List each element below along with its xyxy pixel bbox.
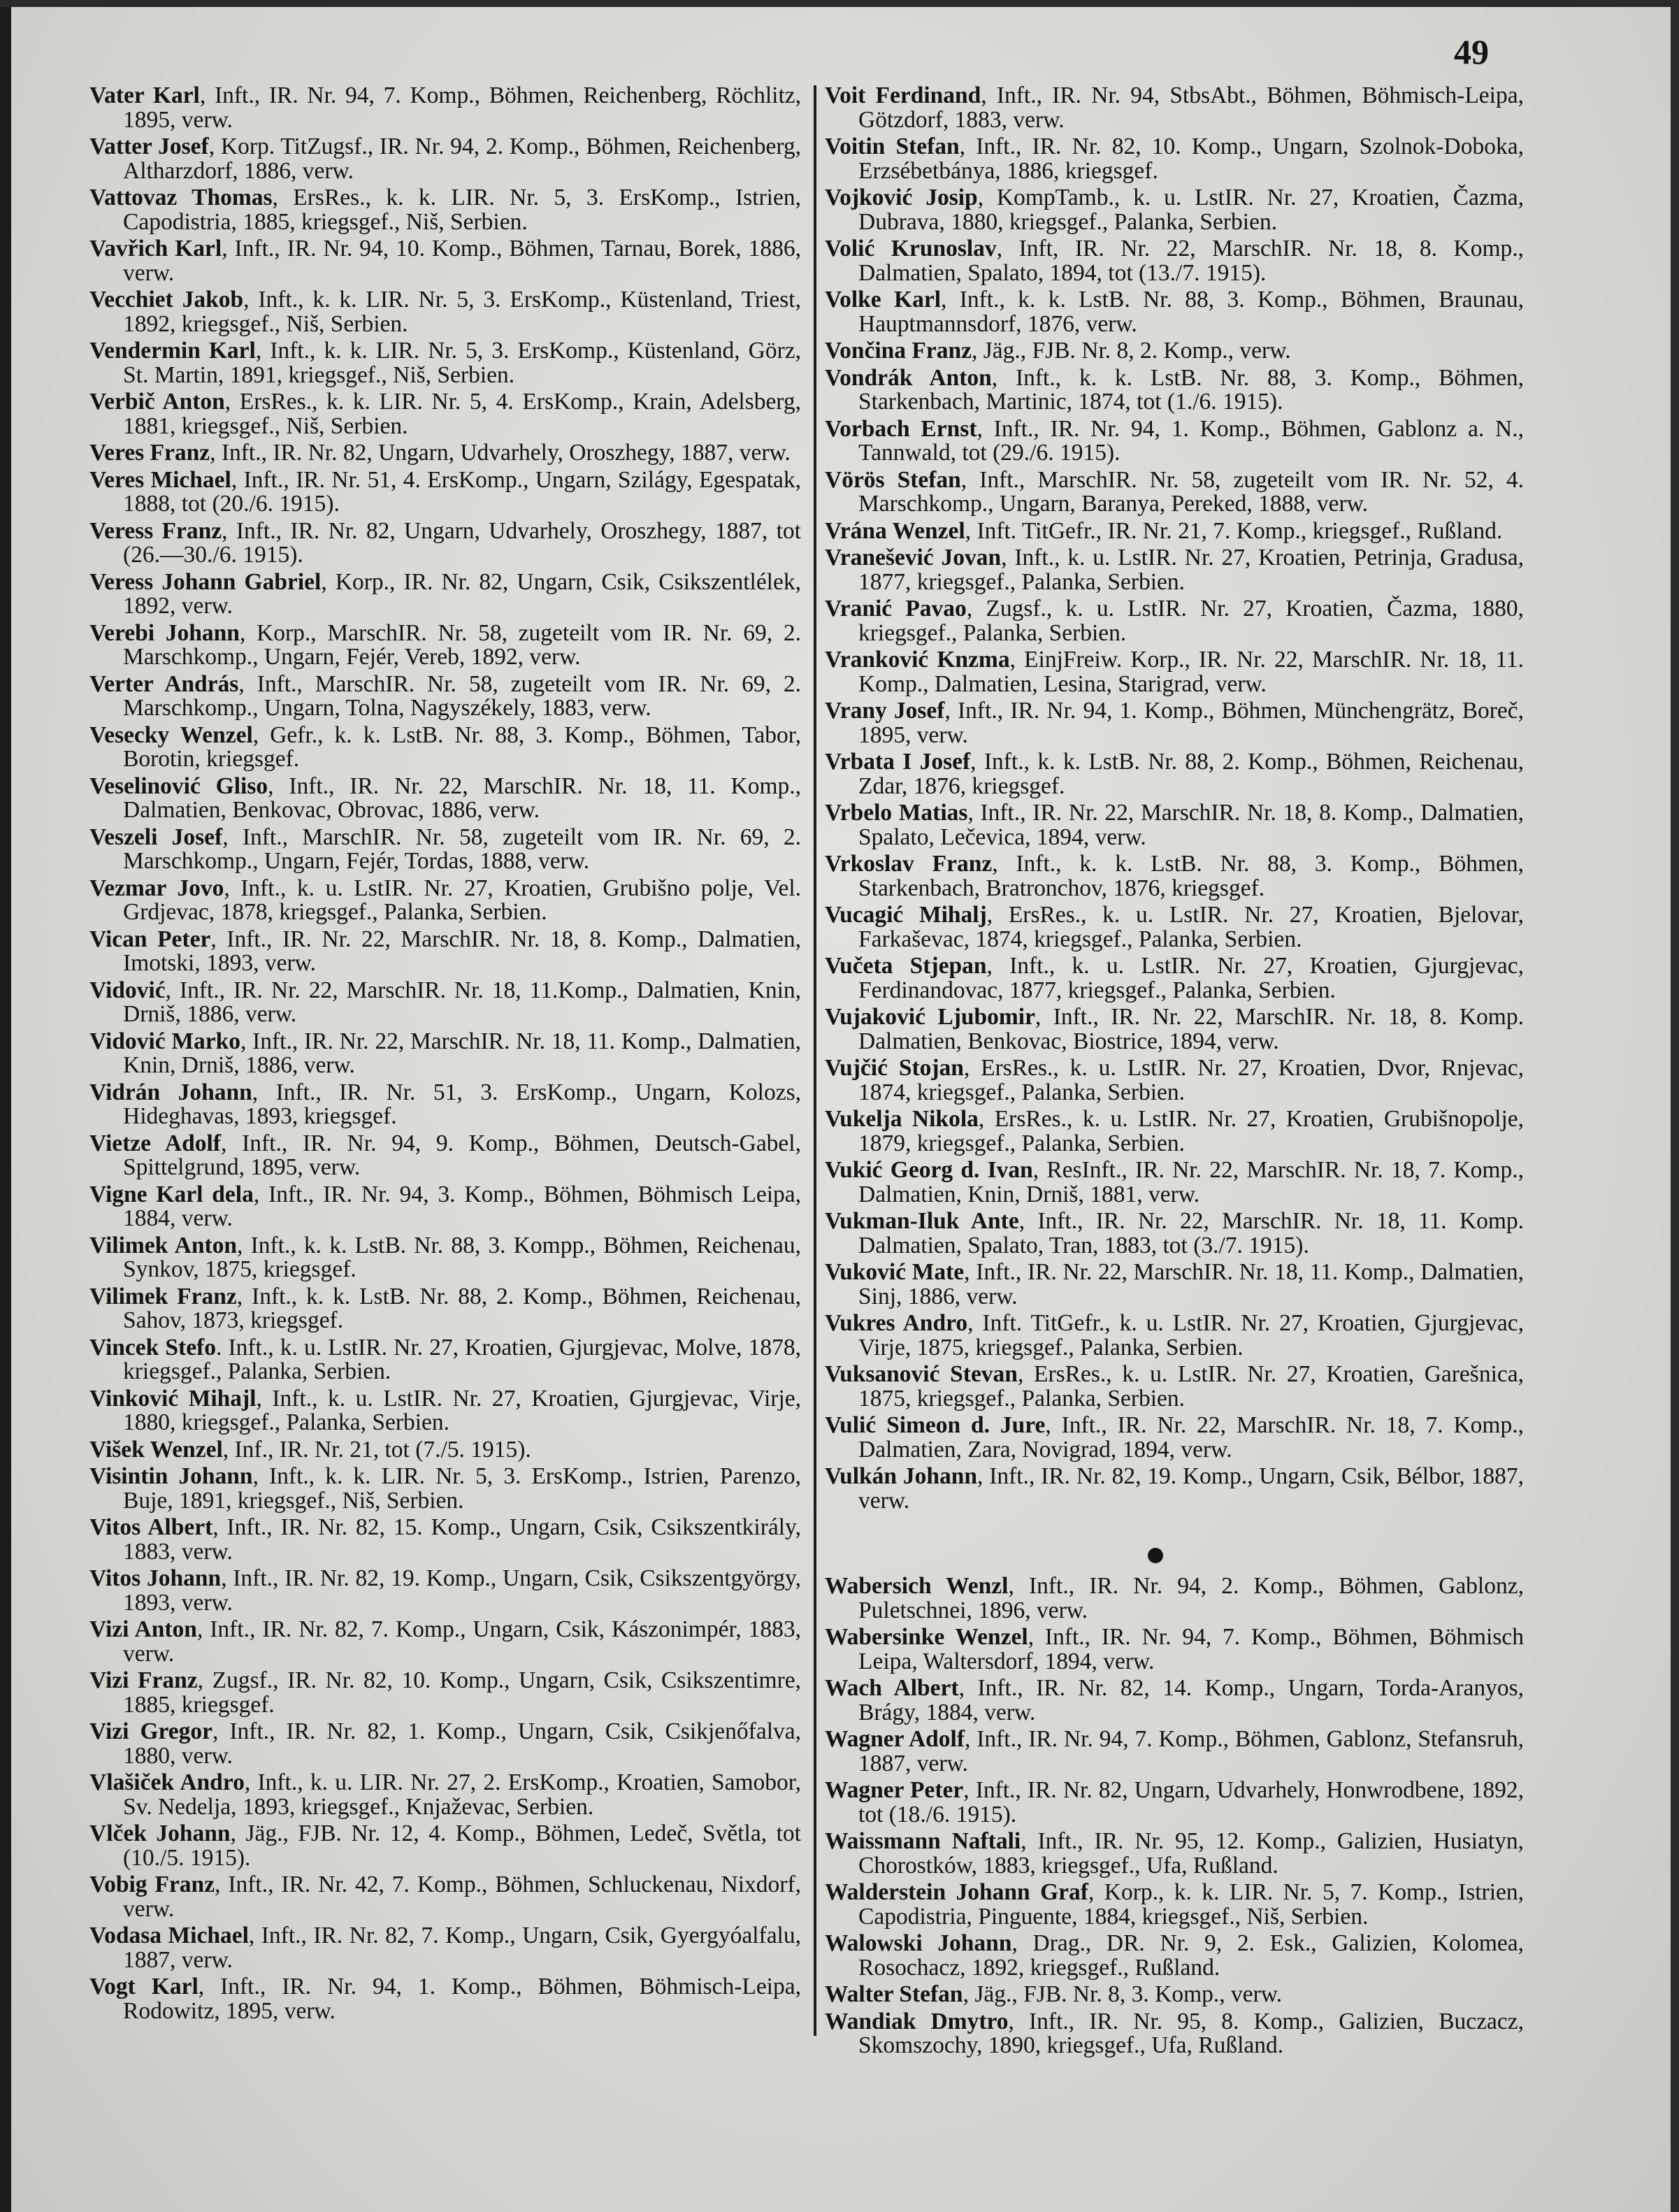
register-entry <box>825 2010 1524 2058</box>
entry-name: Vizi Gregor <box>89 1718 213 1744</box>
entry-name: Vobig Franz <box>89 1872 215 1897</box>
entry-name: Vitos Johann <box>89 1565 222 1591</box>
entry-details: , Inft., IR. Nr. 82, 1. Komp., Ungarn, Csik, Csikjenőfalva, 1880, verw. <box>123 1718 801 1769</box>
entry-name: Vavřich Karl <box>89 236 222 261</box>
entry-details: , Inft, IR. Nr. 22, MarschIR. Nr. 18, 8. Komp., Dalmatien, Spalato, 1894, tot (13./7. 1915). <box>858 236 1525 286</box>
entry-details: , Inft., IR. Nr. 95, 8. Komp., Galizien, Buczacz, Skomszochy, 1890, kriegsgef., Ufa, Rußland. <box>858 2008 1525 2058</box>
entry-details: , Inft., MarschIR. Nr. 58, zugeteilt vom IR. Nr. 69, 2. Marschkomp., Ungarn, Fejér, Tordas, 1888, verw. <box>123 824 802 874</box>
entry-details: , Inft., IR. Nr. 94, 1. Komp., Böhmen, Böhmisch-Leipa, Rodowitz, 1895, verw. <box>123 1974 801 2024</box>
register-entry <box>89 1465 801 1513</box>
entry-name: Vincek Stefo <box>89 1334 216 1360</box>
register-entry <box>825 903 1524 951</box>
entry-name: Vrbata I Josef <box>825 749 971 775</box>
scan-border-right <box>1671 0 1679 2212</box>
entry-name: Vojković Josip <box>825 185 978 210</box>
entry-name: Wandiak Dmytro <box>825 2008 1009 2034</box>
register-entry <box>89 1567 801 1615</box>
entry-name: Wagner Adolf <box>825 1726 965 1752</box>
entry-details: , Inft., IR. Nr. 22, MarschIR. Nr. 18, 7. Komp., Dalmatien, Zara, Novigrad, 1894, verw. <box>858 1412 1524 1463</box>
register-entry <box>825 801 1524 849</box>
entry-name: Vujaković Ljubomir <box>825 1004 1035 1030</box>
register-entry <box>825 1779 1524 1827</box>
register-entry <box>825 954 1524 1003</box>
entry-name: Vrkoslav Franz <box>825 851 993 877</box>
section-gap <box>825 1516 1524 1548</box>
entry-name: Vigne Karl dela <box>89 1181 254 1207</box>
entry-details: , Inft., IR. Nr. 82, 19. Komp., Ungarn, Csik, Csikszentgyörgy, 1893, verw. <box>123 1565 802 1616</box>
entry-details: , Inft., k. u. LstIR. Nr. 27, Kroatien, Grubišno polje, Vel. Grdjevac, 1878, kriegsgef., Palanka, Serbien. <box>123 875 801 925</box>
register-entry <box>89 237 801 285</box>
register-entry <box>89 1183 801 1231</box>
entry-details: , Inft., k. u. LIR. Nr. 27, 2. ErsKomp., Kroatien, Samobor, Sv. Nedelja, 1893, kriegsgef., Knjaževac, Serbien. <box>123 1769 802 1820</box>
entry-details: , ErsRes., k. k. LIR. Nr. 5, 3. ErsKomp., Istrien, Capodistria, 1885, kriegsgef., Niš, Serbien. <box>123 185 801 235</box>
entry-name: Vietze Adolf <box>89 1130 221 1156</box>
entry-details: , EinjFreiw. Korp., IR. Nr. 22, MarschIR. Nr. 18, 11. Komp., Dalmatien, Lesina, Starigrad, verw. <box>858 647 1524 697</box>
register-entry <box>825 237 1524 285</box>
scan-border-left <box>0 0 11 2212</box>
entry-name: Vizi Anton <box>89 1616 197 1642</box>
entry-details: , Inft., IR. Nr. 82, 15. Komp., Ungarn, Csik, Csikszentkirály, 1883, verw. <box>123 1514 801 1565</box>
register-entry <box>825 1107 1524 1156</box>
register-entry <box>89 1771 801 1819</box>
entry-name: Vesecky Wenzel <box>89 721 253 748</box>
entry-details: , Inft., k. u. LstIR. Nr. 27, Kroatien, Gjurgjevac, Ferdinandovac, 1877, kriegsgef., Palanka, Serbien. <box>858 953 1525 1003</box>
register-entry <box>825 339 1524 364</box>
entry-details: , Inft., k. k. LstB. Nr. 88, 3. Komp., Böhmen, Braunau, Hauptmannsdorf, 1876, verw. <box>858 287 1524 337</box>
register-entry <box>89 1822 801 1870</box>
entry-name: Verebi Johann <box>89 619 240 646</box>
entry-details: , Jäg., FJB. Nr. 8, 3. Komp., verw. <box>963 1981 1283 2007</box>
register-entry <box>825 366 1524 415</box>
entry-name: Vörös Stefan <box>825 466 961 493</box>
register-entry <box>89 928 801 976</box>
entry-name: Walderstein Johann Graf <box>825 1879 1088 1905</box>
entry-details: , ErsRes., k. u. LstIR. Nr. 27, Kroatien, Garešnica, 1875, kriegsgef., Palanka, Serbien. <box>858 1361 1524 1412</box>
register-entry <box>89 186 801 234</box>
entry-details: , Inft., IR. Nr. 94, 2. Komp., Böhmen, Gablonz, Puletschnei, 1896, verw. <box>858 1573 1524 1623</box>
entry-name: Vilimek Anton <box>89 1232 237 1258</box>
right-column-v-entries <box>825 84 1524 1513</box>
page-number: 49 <box>1454 32 1489 71</box>
column-divider <box>814 85 816 2036</box>
entry-name: Vidović Marko <box>89 1028 240 1054</box>
entry-name: Vodasa Michael <box>89 1923 249 1948</box>
register-entry <box>825 288 1524 336</box>
entry-details: , Inft., IR. Nr. 82, 19. Komp., Ungarn, Csik, Bélbor, 1887, verw. <box>858 1463 1524 1514</box>
entry-details: , Inft., IR. Nr. 82, Ungarn, Udvarhely, Oroszhegy, 1887, tot (26.—30./6. 1915). <box>123 517 801 568</box>
register-entry <box>89 979 801 1027</box>
entry-details: , Korp., IR. Nr. 82, Ungarn, Csik, Csikszentlélek, 1892, verw. <box>123 568 801 619</box>
entry-details: , Inft., k. u. LstIR. Nr. 27, Kroatien, Petrinja, Gradusa, 1877, kriegsgef., Palanka, Serbien. <box>858 545 1525 595</box>
register-entry <box>89 339 801 387</box>
entry-name: Višek Wenzel <box>89 1436 223 1463</box>
entry-details: , Jäg., FJB. Nr. 12, 4. Komp., Böhmen, Ledeč, Světla, tot (10./5. 1915). <box>123 1820 801 1871</box>
register-entry <box>89 1387 801 1435</box>
register-entry <box>89 1669 801 1717</box>
entry-details: , Jäg., FJB. Nr. 8, 2. Komp., verw. <box>972 338 1291 364</box>
entry-name: Vucagić Mihalj <box>825 902 987 928</box>
entry-details: , Inft., IR. Nr. 94, 7. Komp., Böhmen, Gablonz, Stefansruh, 1887, verw. <box>858 1726 1524 1776</box>
entry-name: Walter Stefan <box>825 1981 963 2007</box>
register-entry <box>89 1924 801 1972</box>
entry-details: , Inft., IR. Nr. 82, Ungarn, Udvarhely, Oroszhegy, 1887, verw. <box>210 440 791 466</box>
entry-details: , Inft., k. k. LIR. Nr. 5, 3. ErsKomp., Istrien, Parenzo, Buje, 1891, kriegsgef., Niš, Serbien. <box>123 1463 801 1514</box>
entry-name: Vogt Karl <box>89 1974 199 1999</box>
entry-name: Veres Franz <box>89 440 210 466</box>
entry-details: , Inft., IR. Nr. 22, MarschIR. Nr. 18, 11. Komp. Dalmatien, Spalato, Tran, 1883, tot (3./7. 1915). <box>858 1208 1525 1258</box>
entry-name: Vranković Knzma <box>825 647 1010 673</box>
entry-name: Vlašiček Andro <box>89 1769 245 1795</box>
register-entry <box>89 826 801 874</box>
register-entry <box>89 570 801 619</box>
entry-details: , Inft., IR. Nr. 94, 10. Komp., Böhmen, Tarnau, Borek, 1886, verw. <box>123 236 802 286</box>
entry-details: , Inft., IR. Nr. 22, MarschIR. Nr. 18, 11. Komp., Dalmatien, Sinj, 1886, verw. <box>858 1259 1525 1309</box>
entry-name: Waissmann Naftali <box>825 1828 1021 1854</box>
entry-details: , Inft. TitGefr., IR. Nr. 21, 7. Komp., kriegsgef., Rußland. <box>965 517 1503 544</box>
register-entry <box>825 1261 1524 1309</box>
entry-name: Vuksanović Stevan <box>825 1361 1018 1387</box>
register-entry <box>89 619 801 670</box>
register-entry <box>825 1158 1524 1207</box>
entry-details: , Inft., IR. Nr. 94, 3. Komp., Böhmen, Böhmisch Leipa, 1884, verw. <box>123 1181 801 1231</box>
register-entry <box>825 1574 1524 1623</box>
entry-name: Vranešević Jovan <box>825 545 1002 570</box>
entry-details: , Inft., IR. Nr. 82, 14. Komp., Ungarn, Torda-Aranyos, Brágy, 1884, verw. <box>858 1675 1524 1725</box>
register-entry <box>825 1005 1524 1054</box>
entry-details: , Inft., IR. Nr. 22, MarschIR. Nr. 18, 11. Komp., Dalmatien, Knin, Drniš, 1886, verw. <box>123 1028 801 1078</box>
register-entry <box>825 1414 1524 1462</box>
register-entry <box>825 648 1524 696</box>
entry-name: Veress Johann Gabriel <box>89 568 322 595</box>
register-entry <box>825 597 1524 645</box>
entry-details: , Inft., IR. Nr. 94, 1. Komp., Böhmen, Gablonz a. N., Tannwald, tot (29./6. 1915). <box>858 415 1524 466</box>
entry-details: , ErsRes., k. u. LstIR. Nr. 27, Kroatien, Grubišnopolje, 1879, kriegsgef., Palanka, Serbien. <box>858 1106 1524 1156</box>
entry-name: Volke Karl <box>825 287 942 313</box>
entry-details: , Inft., IR. Nr. 82, 7. Komp., Ungarn, Csik, Gyergyóalfalu, 1887, verw. <box>123 1923 801 1973</box>
right-column-w-entries <box>825 1574 1524 2058</box>
left-column <box>89 84 801 2026</box>
entry-name: Vorbach Ernst <box>825 415 977 442</box>
register-entry <box>89 670 802 721</box>
entry-details: , Inft., IR. Nr. 82, Ungarn, Udvarhely, Honwrodbene, 1892, tot (18./6. 1915). <box>858 1777 1524 1827</box>
entry-name: Vidrán Johann <box>89 1079 252 1105</box>
register-entry <box>89 1873 801 1921</box>
register-entry <box>825 699 1524 747</box>
register-entry <box>89 441 801 466</box>
register-entry <box>825 84 1524 132</box>
entry-name: Vulić Simeon d. Jure <box>825 1412 1046 1438</box>
entry-name: Vukres Andro <box>825 1310 968 1336</box>
register-entry <box>89 1081 801 1129</box>
register-entry <box>89 84 801 132</box>
entry-name: Vilimek Franz <box>89 1283 237 1309</box>
entry-details: , Inft., IR. Nr. 51, 4. ErsKomp., Ungarn, Szilágy, Egespatak, 1888, tot (20./6. 1915). <box>123 466 802 517</box>
right-column <box>825 84 1524 2061</box>
entry-details: , Inft., IR. Nr. 94, StbsAbt., Böhmen, Böhmisch-Leipa, Götzdorf, 1883, verw. <box>858 82 1524 133</box>
entry-details: , Inft., IR. Nr. 95, 12. Komp., Galizien, Husiatyn, Chorostków, 1883, kriegsgef., Ufa, Rußland. <box>858 1828 1524 1879</box>
entry-details: , Inft., IR. Nr. 22, MarschIR. Nr. 18, 8. Komp., Dalmatien, Spalato, Lečevica, 1894, verw. <box>858 800 1524 850</box>
register-entry <box>825 1625 1524 1674</box>
entry-details: , Inft., IR. Nr. 94, 7. Komp., Böhmen, Böhmisch Leipa, Waltersdorf, 1894, verw. <box>858 1624 1524 1674</box>
register-entry <box>825 1363 1524 1411</box>
entry-name: Veres Michael <box>89 466 231 493</box>
entry-details: , ResInft., IR. Nr. 22, MarschIR. Nr. 18, 7. Komp., Dalmatien, Knin, Drniš, 1881, verw. <box>858 1157 1524 1207</box>
entry-details: , Zugsf., k. u. LstIR. Nr. 27, Kroatien, Čazma, 1880, kriegsgef., Palanka, Serbien. <box>858 596 1524 646</box>
entry-details: , ErsRes., k. u. LstIR. Nr. 27, Kroatien, Bjelovar, Farkaševac, 1874, kriegsgef., Palanka, Serbien. <box>858 902 1524 952</box>
register-entry <box>89 1720 801 1768</box>
entry-details: , Inft., k. k. LstB. Nr. 88, 3. Komp., Böhmen, Starkenbach, Martinic, 1874, tot (1./6. 1915). <box>858 364 1524 415</box>
entry-details: , Inft., k. k. LstB. Nr. 88, 3. Kompp., Böhmen, Reichenau, Synkov, 1875, kriegsgef. <box>123 1232 802 1282</box>
register-entry <box>825 1728 1524 1776</box>
register-entry <box>825 186 1524 234</box>
entry-name: Vuković Mate <box>825 1259 965 1285</box>
entry-details: , Korp., MarschIR. Nr. 58, zugeteilt vom IR. Nr. 69, 2. Marschkomp., Ungarn, Fejér, Vereb, 1892, verw. <box>123 619 801 670</box>
entry-name: Verter András <box>89 670 239 697</box>
entry-name: Visintin Johann <box>89 1463 253 1489</box>
register-entry <box>89 1132 801 1180</box>
entry-name: Voitin Stefan <box>825 134 960 159</box>
entry-details: , ErsRes., k. k. LIR. Nr. 5, 4. ErsKomp., Krain, Adelsberg, 1881, kriegsgef., Niš, Serbien. <box>123 389 801 439</box>
entry-details: , Inft., IR. Nr. 94, 1. Komp., Böhmen, Münchengrätz, Boreč, 1895, verw. <box>858 698 1524 748</box>
register-entry <box>89 721 801 772</box>
entry-name: Vattovaz Thomas <box>89 185 273 210</box>
entry-details: , Zugsf., IR. Nr. 82, 10. Komp., Ungarn, Csik, Csikszentimre, 1885, kriegsgef. <box>123 1667 801 1718</box>
register-entry <box>825 1465 1524 1513</box>
register-entry <box>825 1932 1524 1980</box>
entry-details: , Inft., k. k. LstB. Nr. 88, 2. Komp., Böhmen, Reichenau, Zdar, 1876, kriegsgef. <box>858 749 1524 799</box>
entry-details: . Inft., k. u. LstIR. Nr. 27, Kroatien, Gjurgjevac, Molve, 1878, kriegsgef., Palanka, Serbien. <box>123 1334 801 1384</box>
entry-name: Vukelja Nikola <box>825 1106 979 1132</box>
entry-details: , Inft., IR. Nr. 22, MarschIR. Nr. 18, 11.Komp., Dalmatien, Knin, Drniš, 1886, verw. <box>123 977 801 1027</box>
entry-details: , Inft. TitGefr., k. u. LstIR. Nr. 27, Kroatien, Gjurgjevac, Virje, 1875, kriegsgef., Palanka, Serbien. <box>858 1310 1524 1360</box>
register-entry <box>825 546 1524 594</box>
entry-name: Voit Ferdinand <box>825 82 981 108</box>
entry-name: Vinković Mihajl <box>89 1385 257 1412</box>
entry-name: Wach Albert <box>825 1675 959 1701</box>
register-entry <box>825 1056 1524 1105</box>
entry-details: , Inft., k. k. LstB. Nr. 88, 3. Komp., Böhmen, Starkenbach, Bratronchov, 1876, kriegsgef. <box>858 851 1525 901</box>
register-entry <box>89 135 801 183</box>
entry-details: , Inft., IR. Nr. 22, MarschIR. Nr. 18, 8. Komp. Dalmatien, Benkovac, Biostrice, 1894, verw. <box>858 1004 1524 1054</box>
register-entry <box>89 1234 801 1282</box>
register-entry <box>89 519 801 568</box>
register-entry <box>825 852 1524 900</box>
entry-details: , Korp., k. k. LIR. Nr. 5, 7. Komp., Istrien, Capodistria, Pinguente, 1884, kriegsgef., Niš, Serbien. <box>858 1879 1524 1930</box>
entry-name: Veselinović Gliso <box>89 773 268 799</box>
register-entry <box>89 1618 801 1666</box>
entry-details: , Inft., IR. Nr. 51, 3. ErsKomp., Ungarn, Kolozs, Hideghavas, 1893, kriegsgef. <box>123 1079 801 1129</box>
entry-name: Veszeli Josef <box>89 824 223 850</box>
entry-name: Wabersich Wenzl <box>825 1573 1009 1599</box>
register-entry <box>825 519 1524 544</box>
register-entry <box>825 1209 1524 1258</box>
register-entry <box>89 775 801 823</box>
entry-name: Vranić Pavao <box>825 596 967 622</box>
entry-details: , Inft., k. k. LstB. Nr. 88, 2. Komp., Böhmen, Reichenau, Sahov, 1873, kriegsgef. <box>123 1283 802 1333</box>
entry-details: , Korp. TitZugsf., IR. Nr. 94, 2. Komp., Böhmen, Reichenberg, Altharzdorf, 1886, verw. <box>123 134 801 184</box>
section-separator-dot <box>1148 1548 1163 1563</box>
entry-details: , KompTamb., k. u. LstIR. Nr. 27, Kroatien, Čazma, Dubrava, 1880, kriegsgef., Palanka, Serbien. <box>858 185 1524 235</box>
entry-name: Vulkán Johann <box>825 1463 978 1489</box>
entry-details: , Inft., IR. Nr. 94, 9. Komp., Böhmen, Deutsch-Gabel, Spittelgrund, 1895, verw. <box>123 1130 801 1180</box>
scan-border-top <box>0 0 1679 7</box>
register-entry <box>89 1336 801 1384</box>
entry-details: , Inft., IR. Nr. 82, 7. Komp., Ungarn, Csik, Kászonimpér, 1883, verw. <box>123 1616 801 1667</box>
register-entry <box>89 1516 801 1564</box>
entry-name: Vrbelo Matias <box>825 800 968 826</box>
entry-name: Vukman-Iluk Ante <box>825 1208 1019 1234</box>
entry-details: , Inft., IR. Nr. 94, 7. Komp., Böhmen, Reichenberg, Röchlitz, 1895, verw. <box>123 82 801 133</box>
entry-details: , Gefr., k. k. LstB. Nr. 88, 3. Komp., Böhmen, Tabor, Borotin, kriegsgef. <box>123 721 801 772</box>
register-entry <box>89 1030 801 1078</box>
entry-name: Vrany Josef <box>825 698 945 724</box>
register-entry <box>825 1983 1524 2007</box>
register-entry <box>89 288 801 336</box>
entry-details: , Inft., IR. Nr. 22, MarschIR. Nr. 18, 8. Komp., Dalmatien, Imotski, 1893, verw. <box>123 926 801 976</box>
entry-name: Vican Peter <box>89 926 211 952</box>
entry-name: Wagner Peter <box>825 1777 964 1803</box>
register-entry <box>825 750 1524 798</box>
entry-details: , Inft., k. u. LstIR. Nr. 27, Kroatien, Gjurgjevac, Virje, 1880, kriegsgef., Palanka, Serbien. <box>123 1385 802 1435</box>
entry-details: , Inft., IR. Nr. 82, 10. Komp., Ungarn, Szolnok-Doboka, Erzsébetbánya, 1886, kriegsgef. <box>858 134 1524 184</box>
entry-name: Vitos Albert <box>89 1514 213 1540</box>
entry-details: , Inft., IR. Nr. 42, 7. Komp., Böhmen, Schluckenau, Nixdorf, verw. <box>123 1872 801 1922</box>
entry-details: , Drag., DR. Nr. 9, 2. Esk., Galizien, Kolomea, Rosochacz, 1892, kriegsgef., Rußland. <box>858 1930 1524 1981</box>
entry-details: , Inft., k. k. LIR. Nr. 5, 3. ErsKomp., Küstenland, Triest, 1892, kriegsgef., Niš, Serbien. <box>123 287 801 337</box>
register-entry <box>825 135 1524 183</box>
entry-name: Vidović <box>89 977 166 1003</box>
entry-name: Vendermin Karl <box>89 338 256 364</box>
entry-name: Verbič Anton <box>89 389 225 415</box>
register-entry <box>825 1676 1524 1725</box>
entry-name: Wabersinke Wenzel <box>825 1624 1028 1650</box>
register-entry <box>89 468 801 517</box>
entry-name: Vujčić Stojan <box>825 1055 964 1081</box>
entry-name: Veress Franz <box>89 517 222 544</box>
register-entry <box>825 468 1524 517</box>
entry-name: Volić Krunoslav <box>825 236 997 261</box>
entry-name: Walowski Johann <box>825 1930 1012 1956</box>
entry-name: Vrána Wenzel <box>825 517 965 544</box>
entry-details: , ErsRes., k. u. LstIR. Nr. 27, Kroatien, Dvor, Rnjevac, 1874, kriegsgef., Palanka, Serbien. <box>858 1055 1524 1105</box>
register-entry <box>825 1881 1524 1929</box>
entry-name: Vecchiet Jakob <box>89 287 244 313</box>
entry-name: Vučeta Stjepan <box>825 953 987 979</box>
register-entry <box>825 1830 1524 1878</box>
entry-name: Vezmar Jovo <box>89 875 224 901</box>
register-entry <box>825 1312 1524 1360</box>
register-entry <box>89 1438 801 1463</box>
entry-details: , Inft., k. k. LIR. Nr. 5, 3. ErsKomp., Küstenland, Görz, St. Martin, 1891, kriegsgef., Niš, Serbien. <box>123 338 801 388</box>
entry-name: Vatter Josef <box>89 134 209 159</box>
entry-details: , Inft., IR. Nr. 22, MarschIR. Nr. 18, 11. Komp., Dalmatien, Benkovac, Obrovac, 1886, verw. <box>123 773 802 823</box>
entry-details: , Inft., MarschIR. Nr. 58, zugeteilt vom IR. Nr. 52, 4. Marschkomp., Ungarn, Baranya, Pereked, 1888, verw. <box>858 466 1524 517</box>
entry-details: , Inft., MarschIR. Nr. 58, zugeteilt vom IR. Nr. 69, 2. Marschkomp., Ungarn, Tolna, Nagyszékely, 1883, verw. <box>123 670 802 721</box>
register-entry <box>89 877 801 925</box>
entry-details: , Inf., IR. Nr. 21, tot (7./5. 1915). <box>222 1436 531 1463</box>
entry-name: Vončina Franz <box>825 338 972 364</box>
entry-name: Vizi Franz <box>89 1667 198 1693</box>
entry-name: Vukić Georg d. Ivan <box>825 1157 1033 1183</box>
register-entry <box>89 1975 801 2023</box>
register-entry <box>89 1285 801 1333</box>
entry-name: Vondrák Anton <box>825 364 992 391</box>
register-entry <box>825 417 1524 466</box>
register-entry <box>89 390 801 438</box>
entry-name: Vater Karl <box>89 82 200 108</box>
entry-name: Vlček Johann <box>89 1820 231 1846</box>
